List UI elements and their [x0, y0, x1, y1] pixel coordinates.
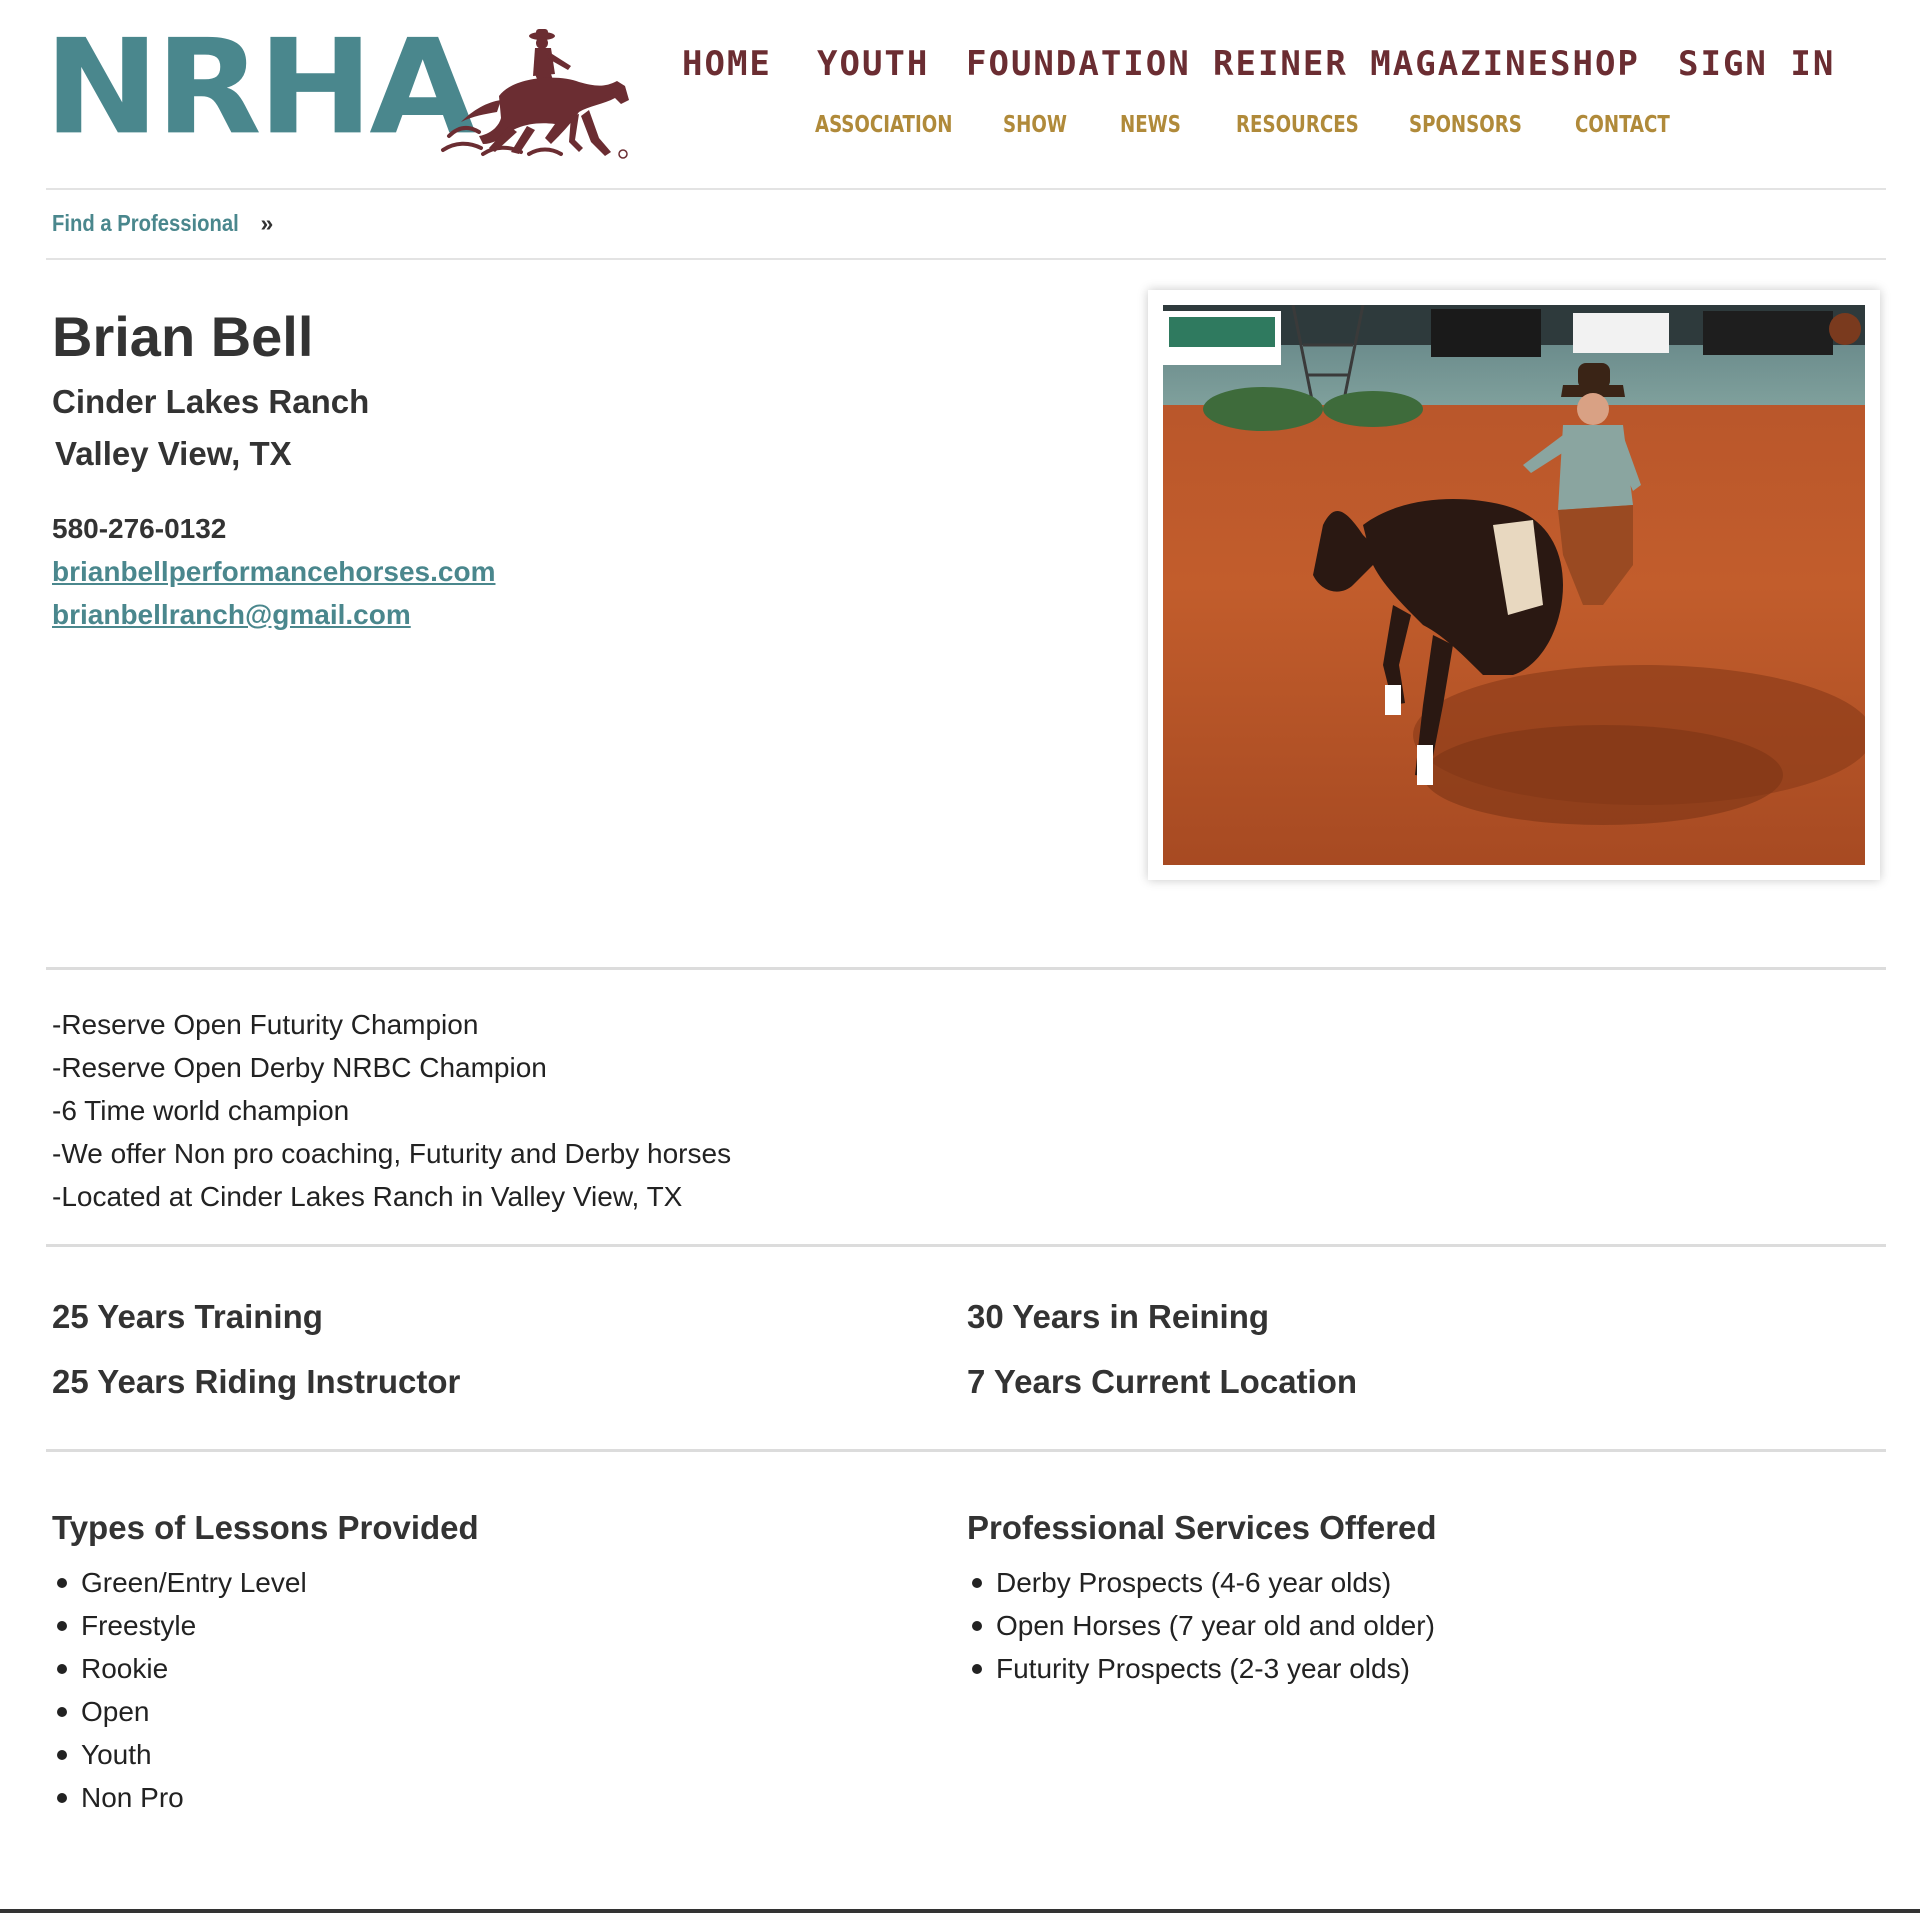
nav-contact[interactable]: CONTACT: [1575, 112, 1670, 138]
horse-rider-logo-icon: [439, 26, 639, 161]
breadcrumb-find-professional[interactable]: Find a Professional: [52, 210, 239, 236]
main-nav: [682, 44, 1836, 94]
list-item: Youth: [52, 1733, 307, 1776]
list-item: Open Horses (7 year old and older): [967, 1604, 1435, 1647]
sub-nav: [815, 112, 1695, 146]
phone-number: 580-276-0132: [52, 513, 227, 544]
stat-years-reining: 30 Years in Reining: [967, 1298, 1270, 1335]
nav-news[interactable]: NEWS: [1120, 112, 1181, 138]
bio-list: [52, 1003, 731, 1218]
breadcrumb-separator: »: [260, 210, 274, 236]
list-item: Rookie: [52, 1647, 307, 1690]
lessons-list: [52, 1561, 307, 1819]
ranch-name: Cinder Lakes Ranch: [52, 383, 370, 420]
nav-sponsors[interactable]: SPONSORS: [1409, 112, 1522, 138]
nav-sign-in[interactable]: SIGN IN: [1678, 44, 1836, 84]
lists-top-divider: [46, 1449, 1886, 1452]
list-item: Open: [52, 1690, 307, 1733]
website-link[interactable]: brianbellperformancehorses.com: [52, 556, 496, 587]
nav-reiner-magazine[interactable]: REINER MAGAZINE: [1213, 44, 1551, 84]
reining-horse-photo: [1163, 305, 1865, 865]
nav-home[interactable]: HOME: [682, 44, 772, 84]
breadcrumb-divider: [46, 258, 1886, 260]
nav-association[interactable]: ASSOCIATION: [815, 112, 953, 138]
list-item: Green/Entry Level: [52, 1561, 307, 1604]
services-list: [967, 1561, 1435, 1690]
stat-years-training: 25 Years Training: [52, 1298, 323, 1335]
bio-item: -Reserve Open Futurity Champion: [52, 1009, 479, 1040]
list-item: Derby Prospects (4-6 year olds): [967, 1561, 1435, 1604]
stat-years-current-location: 7 Years Current Location: [967, 1363, 1358, 1400]
stats-top-divider: [46, 1244, 1886, 1247]
list-item: Freestyle: [52, 1604, 307, 1647]
nav-youth[interactable]: YOUTH: [817, 44, 930, 84]
header-divider: [46, 188, 1886, 190]
breadcrumb: [52, 210, 273, 237]
bio-item: -6 Time world champion: [52, 1095, 350, 1126]
nav-foundation[interactable]: FOUNDATION: [966, 44, 1191, 84]
bio-item: -Located at Cinder Lakes Ranch in Valley View, TX: [52, 1181, 683, 1212]
nav-show[interactable]: SHOW: [1003, 112, 1067, 138]
nav-resources[interactable]: RESOURCES: [1236, 112, 1359, 138]
bio-item: -We offer Non pro coaching, Futurity and Derby horses: [52, 1138, 732, 1169]
location: Valley View, TX: [55, 435, 292, 472]
profile-photo: [1148, 290, 1880, 880]
nrha-logo[interactable]: [44, 10, 599, 164]
list-item: Non Pro: [52, 1776, 307, 1819]
nav-shop[interactable]: SHOP: [1550, 44, 1640, 84]
email-link[interactable]: brianbellranch@gmail.com: [52, 599, 411, 630]
bio-item: -Reserve Open Derby NRBC Champion: [52, 1052, 547, 1083]
stat-years-instructor: 25 Years Riding Instructor: [52, 1363, 461, 1400]
lessons-title: Types of Lessons Provided: [52, 1509, 479, 1546]
professional-name: Brian Bell: [52, 305, 314, 368]
bio-top-divider: [46, 967, 1886, 970]
logo-wordmark: NRHA: [44, 10, 473, 164]
list-item: Futurity Prospects (2-3 year olds): [967, 1647, 1435, 1690]
services-title: Professional Services Offered: [967, 1509, 1437, 1546]
footer-border: [0, 1909, 1920, 1913]
